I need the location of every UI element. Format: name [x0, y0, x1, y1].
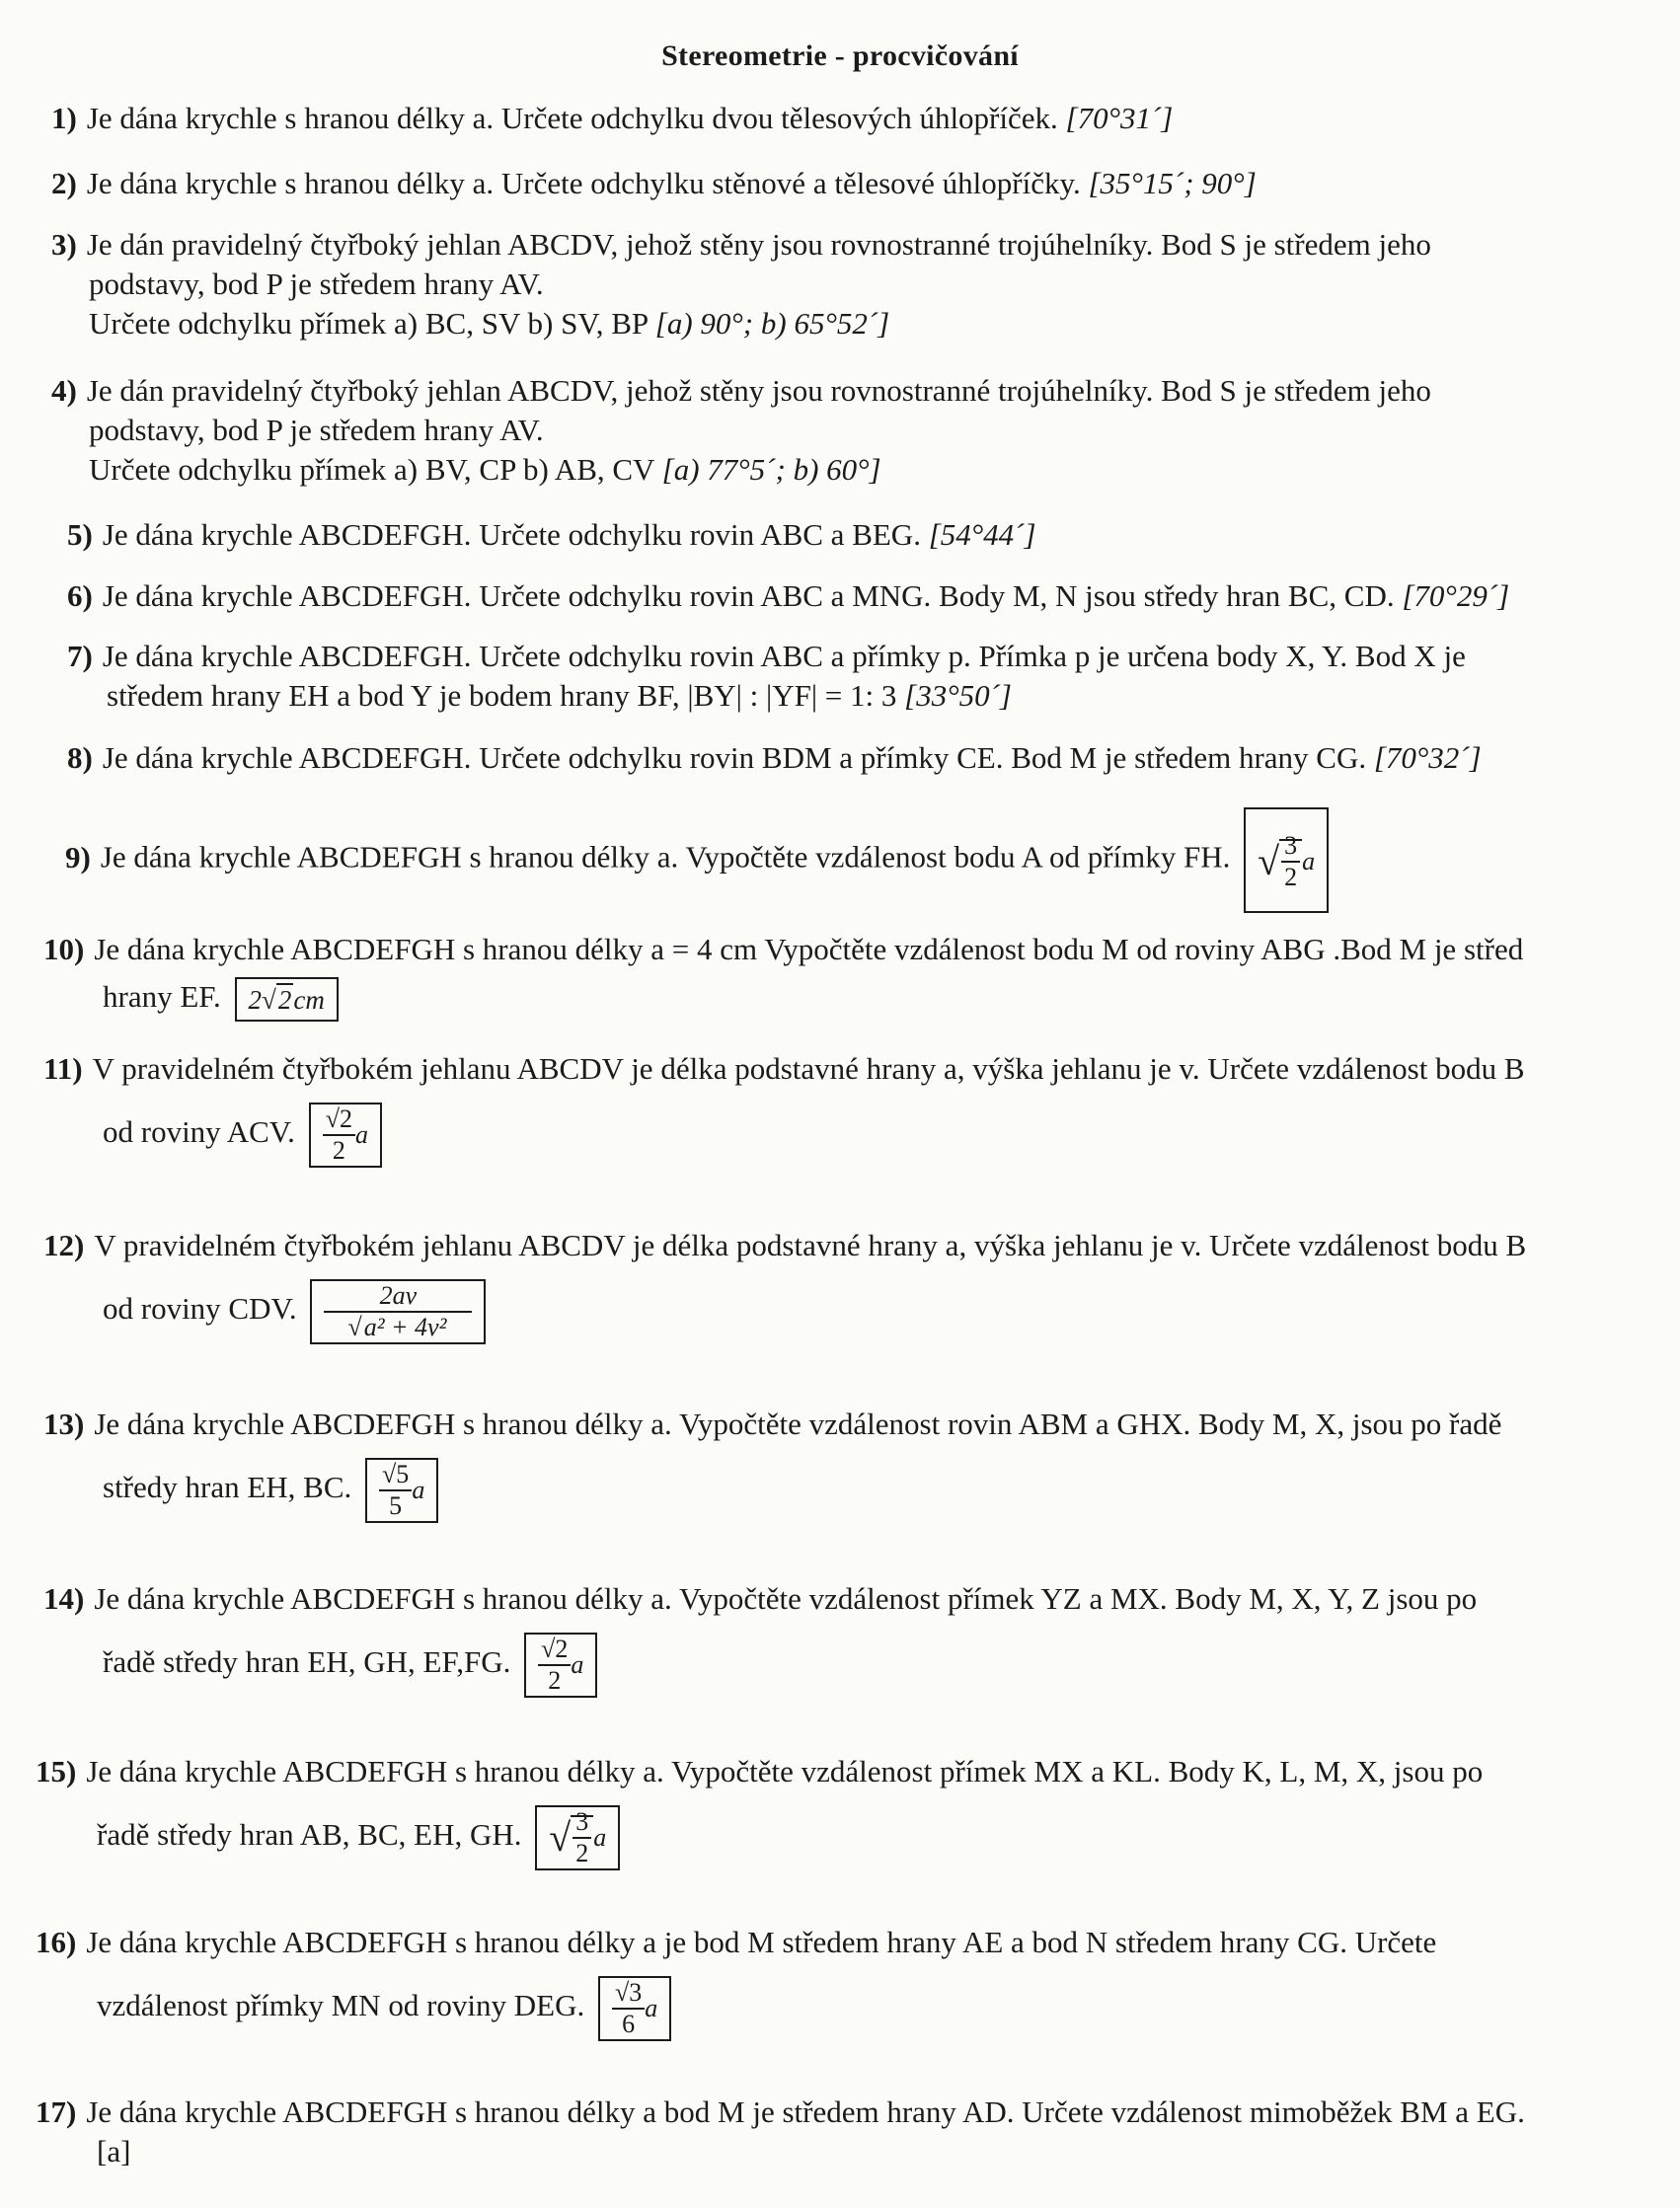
answer: [33°50´]	[904, 678, 1012, 713]
problem-17: 17) Je dána krychle ABCDEFGH s hranou délky a bod M je středem hrany AD. Určete vzdálenost mimoběžek BM a EG. [a]	[36, 2093, 1525, 2171]
answer: [35°15´; 90°]	[1088, 166, 1257, 200]
answer: [54°44´]	[928, 517, 1036, 552]
problem-7: 7) Je dána krychle ABCDEFGH. Určete odchylku rovin ABC a přímky p. Přímka p je určena body X, Y. Bod X je středem hrany EH a bod Y je bodem hrany BF, |BY| : |YF| = 1: 3 [33°50´]	[67, 639, 1466, 713]
answer-bracket: $\frac{√2}{2}$ a	[524, 1633, 597, 1698]
problem-5: 5) Je dána krychle ABCDEFGH. Určete odchylku rovin ABC a BEG. [54°44´]	[67, 517, 1036, 552]
problem-16: 16) Je dána krychle ABCDEFGH s hranou délky a je bod M středem hrany AE a bod N středem hrany CG. Určete vzdálenost přímky MN od roviny DEG. $\frac{√3}{6}$ a	[36, 1923, 1436, 2041]
problem-13: 13) Je dána krychle ABCDEFGH s hranou délky a. Vypočtěte vzdálenost rovin ABM a GHX. Body M, X, jsou po řadě středy hran EH, BC. $\frac{√5}{5}$ a	[43, 1405, 1501, 1523]
problem-10: 10) Je dána krychle ABCDEFGH s hranou délky a = 4 cm Vypočtěte vzdálenost bodu M od roviny ABG .Bod M je střed hrany EF. 2√2cm	[43, 930, 1523, 1022]
answer: [a]	[97, 2134, 131, 2169]
problem-14: 14) Je dána krychle ABCDEFGH s hranou délky a. Vypočtěte vzdálenost přímek YZ a MX. Body M, X, Y, Z jsou po řadě středy hran EH, GH, EF,FG. $\frac{√2}{2}$ a	[43, 1579, 1477, 1698]
answer: [a) 90°; b) 65°52´]	[654, 306, 890, 341]
problem-11: 11) V pravidelném čtyřbokém jehlanu ABCDV je délka podstavné hrany a, výška jehlanu je v. Určete vzdálenost bodu B od roviny ACV. $\frac{√2}{2}$ a	[43, 1049, 1525, 1168]
answer-bracket: $\frac{√2}{2}$ a	[309, 1103, 382, 1168]
problem-4: 4) Je dán pravidelný čtyřboký jehlan ABCDV, jehož stěny jsou rovnostranné trojúhelníky. Bod S je středem jeho podstavy, bod P je středem hrany AV. Určete odchylku přímek a) BV, CP b) AB, CV [a) 77°5´; b) 60°]	[51, 373, 1431, 487]
answer-bracket: $\frac{√3}{6}$ a	[598, 1976, 671, 2041]
answer: [70°31´]	[1065, 101, 1174, 135]
problem-9: 9) Je dána krychle ABCDEFGH s hranou délky a. Vypočtěte vzdálenost bodu A od přímky FH. √ $\frac{3}{2}$ a	[65, 807, 1329, 913]
answer-bracket: $\frac{2av}{\text{√a² + 4v²}}$	[310, 1279, 486, 1344]
problem-12: 12) V pravidelném čtyřbokém jehlanu ABCDV je délka podstavné hrany a, výška jehlanu je v. Určete vzdálenost bodu B od roviny CDV. $\frac{2av}{\text{√a² + 4v²}}$	[43, 1226, 1526, 1344]
problem-15: 15) Je dána krychle ABCDEFGH s hranou délky a. Vypočtěte vzdálenost přímek MX a KL. Body K, L, M, X, jsou po řadě středy hran AB, BC, EH, GH. √ $\frac{3}{2}$ a	[36, 1752, 1483, 1870]
answer: [a) 77°5´; b) 60°]	[661, 452, 881, 487]
problem-3: 3) Je dán pravidelný čtyřboký jehlan ABCDV, jehož stěny jsou rovnostranné trojúhelníky. Bod S je středem jeho podstavy, bod P je středem hrany AV. Určete odchylku přímek a) BC, SV b) SV, BP [a) 90°; b) 65°52´]	[51, 227, 1431, 341]
answer-bracket: 2√2cm	[235, 977, 339, 1022]
answer: [70°32´]	[1373, 740, 1482, 775]
answer-bracket: $\frac{√5}{5}$ a	[365, 1458, 438, 1523]
page-title: Stereometrie - procvičování	[661, 39, 1019, 72]
problem-8: 8) Je dána krychle ABCDEFGH. Určete odchylku rovin BDM a přímky CE. Bod M je středem hrany CG. [70°32´]	[67, 740, 1482, 775]
problem-1: 1) Je dána krychle s hranou délky a. Určete odchylku dvou tělesových úhlopříček. [70°31´]	[51, 101, 1174, 135]
answer: [70°29´]	[1402, 578, 1510, 613]
answer-bracket: √ $\frac{3}{2}$ a	[535, 1805, 620, 1870]
problem-6: 6) Je dána krychle ABCDEFGH. Určete odchylku rovin ABC a MNG. Body M, N jsou středy hran BC, CD. [70°29´]	[67, 578, 1510, 613]
problem-2: 2) Je dána krychle s hranou délky a. Určete odchylku stěnové a tělesové úhlopříčky. [35°15´; 90°]	[51, 166, 1257, 200]
answer-bracket: √ $\frac{3}{2}$ a	[1244, 807, 1329, 913]
sqrt: √ $\frac{3}{2}$	[1258, 809, 1302, 911]
